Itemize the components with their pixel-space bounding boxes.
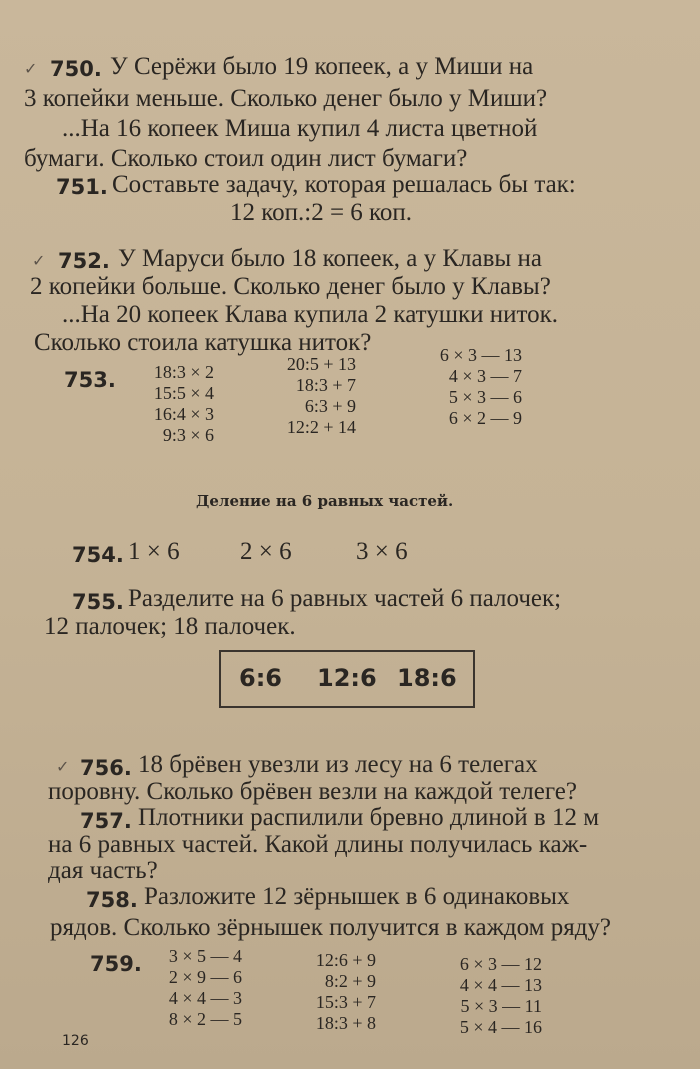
expression: 8:2 + 9 <box>324 971 376 991</box>
problem-text: ...На 20 копеек Клава купила 2 катушки ниток. <box>62 301 559 328</box>
expression: 15:5 × 4 <box>153 383 214 403</box>
expression: 6 × 3 — 12 <box>459 954 542 974</box>
expression: 12:6 + 9 <box>315 950 376 970</box>
problem-number: 756. <box>80 756 132 780</box>
expression-column-3 <box>412 345 522 429</box>
expression: 1 × 6 <box>128 538 180 565</box>
problem-text: ...На 16 копеек Миша купил 4 листа цветной <box>62 115 538 142</box>
expression: 5 × 3 — 6 <box>448 387 522 407</box>
boxed-expression: 18:6 <box>397 664 457 692</box>
boxed-expression: 6:6 <box>239 664 282 692</box>
problem-text: дая часть? <box>48 857 158 884</box>
expression: 16:4 × 3 <box>153 404 214 424</box>
expression: 9:3 × 6 <box>162 425 214 445</box>
problem-text: У Маруси было 18 копеек, а у Клавы на <box>118 245 542 272</box>
expression: 4 × 3 — 7 <box>448 366 522 386</box>
problem-number: 751. <box>56 175 108 199</box>
problem-text: рядов. Сколько зёрнышек получится в каждом ряду? <box>50 914 612 941</box>
expression-column-1 <box>146 946 242 1030</box>
expression: 8 × 2 — 5 <box>168 1009 242 1029</box>
problem-text: на 6 равных частей. Какой длины получилась каж- <box>48 831 588 858</box>
problem-number-753: 753. <box>64 368 116 392</box>
problem-number: 754. <box>72 543 124 567</box>
expression: 6 × 3 — 13 <box>439 345 522 365</box>
problem-number: 750. <box>50 57 102 81</box>
problem-number: 757. <box>80 809 132 833</box>
expression: 3 × 6 <box>356 538 408 565</box>
problem-text: поровну. Сколько брёвен везли на каждой телеге? <box>48 778 577 805</box>
expression: 18:3 × 2 <box>153 362 214 382</box>
expression: 6:3 + 9 <box>304 396 356 416</box>
check-mark-icon: ✓ <box>24 61 38 78</box>
expression-column-2 <box>256 354 356 438</box>
expression: 6 × 2 — 9 <box>448 408 522 428</box>
expression: 4 × 4 — 13 <box>459 975 542 995</box>
expression: 12:2 + 14 <box>286 417 356 437</box>
section-heading: Деление на 6 равных частей. <box>196 492 454 510</box>
expression: 20:5 + 13 <box>286 354 356 374</box>
page-number: 126 <box>62 1033 89 1049</box>
problem-text: У Серёжи было 19 копеек, а у Миши на <box>110 53 534 80</box>
problem-text: Плотники распилили бревно длиной в 12 м <box>138 804 600 831</box>
problem-text: бумаги. Сколько стоил один лист бумаги? <box>24 145 468 172</box>
expression-column-2 <box>280 950 376 1034</box>
expression: 15:3 + 7 <box>315 992 376 1012</box>
expression: 3 × 5 — 4 <box>168 946 242 966</box>
problem-number-759: 759. <box>90 952 142 976</box>
problem-text: 18 брёвен увезли из лесу на 6 телегах <box>138 751 538 778</box>
problem-text: 3 копейки меньше. Сколько денег было у Миши? <box>24 85 548 112</box>
problem-number: 752. <box>58 249 110 273</box>
problem-text: Составьте задачу, которая решалась бы так: <box>112 171 576 198</box>
formula: 12 коп.:2 = 6 коп. <box>230 199 413 226</box>
boxed-expression: 12:6 <box>317 664 377 692</box>
problem-text: Разделите на 6 равных частей 6 палочек; <box>128 585 562 612</box>
problem-number: 755. <box>72 590 124 614</box>
expression: 4 × 4 — 3 <box>168 988 242 1008</box>
expression: 18:3 + 8 <box>315 1013 376 1033</box>
expression-column-1 <box>124 362 214 446</box>
problem-text: Сколько стоила катушка ниток? <box>34 329 372 356</box>
expression-column-3 <box>432 954 542 1038</box>
framed-expressions-box <box>219 650 475 708</box>
problem-text: 12 палочек; 18 палочек. <box>44 613 296 640</box>
expression: 18:3 + 7 <box>295 375 356 395</box>
problem-text: 2 копейки больше. Сколько денег было у Клавы? <box>30 273 551 300</box>
problem-text: Разложите 12 зёрнышек в 6 одинаковых <box>144 883 570 910</box>
expression: 2 × 6 <box>240 538 292 565</box>
expression: 5 × 4 — 16 <box>459 1017 542 1037</box>
problem-number: 758. <box>86 888 138 912</box>
expression: 5 × 3 — 11 <box>460 996 542 1016</box>
check-mark-icon: ✓ <box>56 759 70 776</box>
expression: 2 × 9 — 6 <box>168 967 242 987</box>
check-mark-icon: ✓ <box>32 253 46 270</box>
